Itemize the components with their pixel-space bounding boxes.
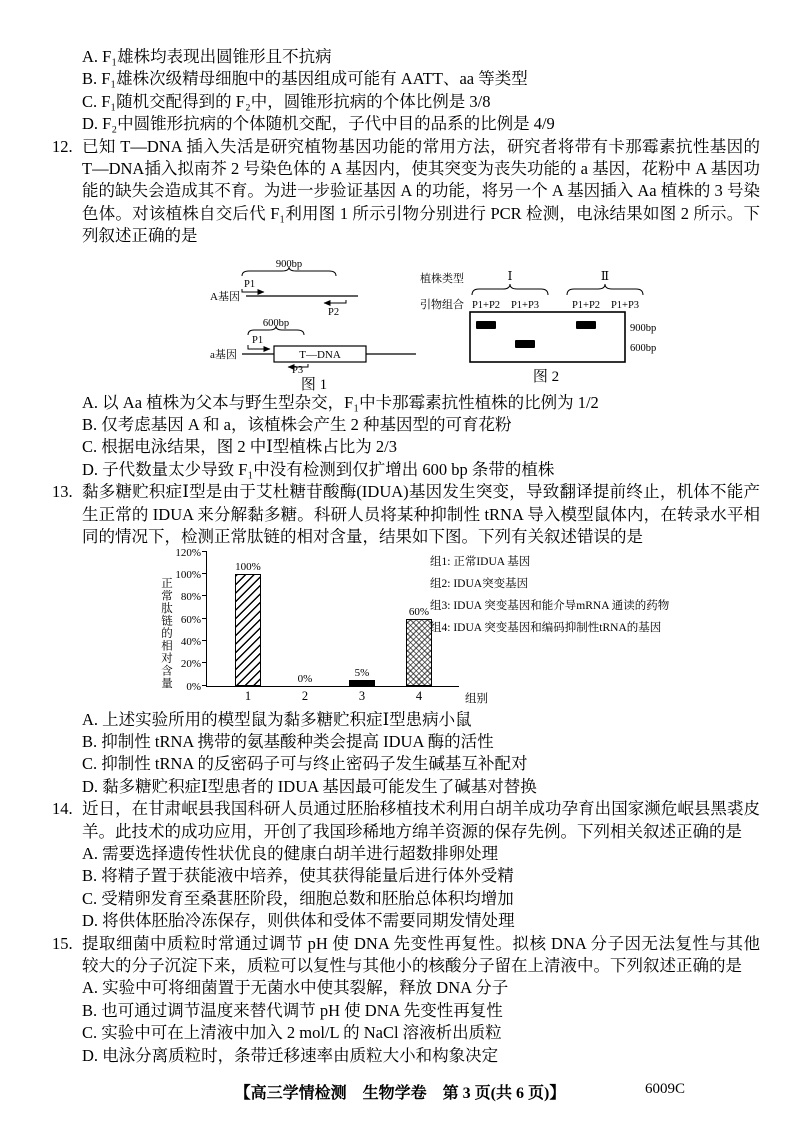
type-I-label: Ⅰ bbox=[507, 268, 513, 283]
bar-value-label: 60% bbox=[408, 605, 430, 618]
q11-option-b: B. F₁雄株次级精母细胞中的基因组成可能有 AATT、aa 等类型 bbox=[82, 69, 528, 89]
q14-option-d: D. 将供体胚胎冷冻保存，则供体和受体不需要同期发情处理 bbox=[82, 911, 515, 931]
legend-entry: 组4: IDUA 突变基因和编码抑制性tRNA的基因 bbox=[430, 621, 662, 634]
q11-option-d: D. F₂中圆锥形抗病的个体随机交配，子代中目的品系的比例是 4/9 bbox=[82, 114, 555, 134]
figure2-gel bbox=[420, 268, 672, 366]
chart-x-axis-label: 组别 bbox=[465, 692, 488, 705]
q13-options bbox=[82, 709, 760, 799]
y-tick-mark bbox=[202, 551, 207, 552]
tdna-label: T—DNA bbox=[299, 348, 341, 361]
y-tick-label: 60% bbox=[180, 613, 201, 626]
q12-stem-line: T—DNA插入拟南芥 2 号染色体的 A 基因内，使其突变为丧失功能的 a 基因，花粉中 A 基因功 bbox=[82, 159, 760, 179]
q14-number: 14. bbox=[52, 799, 73, 819]
gel-box bbox=[470, 312, 625, 362]
bar-group-1 bbox=[235, 574, 261, 686]
question-15 bbox=[52, 933, 760, 1067]
gene-a-lower-label: a基因 bbox=[210, 348, 237, 361]
q13-number: 13. bbox=[52, 482, 73, 502]
question-12 bbox=[52, 136, 760, 482]
primer-p2-arrow-icon bbox=[324, 300, 346, 303]
legend-entry: 组3: IDUA 突变基因和能介导mRNA 通读的药物 bbox=[430, 599, 670, 612]
lane3-label: P1+P2 bbox=[571, 299, 601, 311]
primer-p3-label: P3 bbox=[292, 364, 304, 374]
x-tick-label: 2 bbox=[301, 688, 309, 703]
q12-stem-line: 能的缺失会造成其不育。为进一步验证基因 A 的功能，将另一个 A 基因插入 Aa 植株的 3 号染 bbox=[82, 181, 760, 201]
y-tick-label: 0% bbox=[186, 680, 201, 693]
q15-stem-line: 较大的分子沉淀下来，质粒可以复性与其他小的核酸分子留在上清液中。下列叙述正确的是 bbox=[82, 955, 742, 975]
question-14 bbox=[52, 798, 760, 932]
seg-600bp-label: 600bp bbox=[262, 317, 290, 329]
q13-stem-line: 同的情况下，检测正常肽链的相对含量，结果如下图。下列有关叙述错误的是 bbox=[82, 527, 643, 547]
legend-entry: 组1: 正常IDUA 基因 bbox=[430, 555, 531, 568]
primer-p2-label: P2 bbox=[328, 306, 340, 318]
q15-option-d: D. 电泳分离质粒时，条带迁移速率由质粒大小和构象决定 bbox=[82, 1045, 499, 1065]
q13-option-b: B. 抑制性 tRNA 携带的氨基酸种类会提高 IDUA 酶的活性 bbox=[82, 731, 494, 751]
brace-type-I bbox=[472, 284, 548, 295]
gel-band-lane-2 bbox=[515, 340, 535, 348]
q12-figures bbox=[208, 256, 760, 392]
q14-stem-line: 羊。此技术的成功应用，开创了我国珍稀地方绵羊资源的保存先例。下列相关叙述正确的是 bbox=[82, 821, 742, 841]
y-tick-label: 40% bbox=[180, 635, 201, 648]
bar-value-label: 0% bbox=[297, 672, 313, 685]
lane4-label: P1+P3 bbox=[610, 299, 640, 311]
primer-p1-label: P1 bbox=[244, 278, 256, 290]
marker-900bp-label: 900bp bbox=[630, 322, 657, 334]
lane2-label: P1+P3 bbox=[510, 299, 540, 311]
bar-group-4 bbox=[406, 619, 432, 686]
q14-option-a: A. 需要选择遗传性状优良的健康白胡羊进行超数排卵处理 bbox=[82, 843, 499, 863]
gel-band-lane-3 bbox=[576, 321, 596, 329]
marker-600bp-label: 600bp bbox=[630, 342, 657, 354]
q12-stem-line: 已知 T—DNA 插入失活是研究植物基因功能的常用方法，研究者将带有卡那霉素抗性基因的 bbox=[82, 136, 760, 156]
gene-a-upper-label: A基因 bbox=[210, 290, 240, 303]
x-tick-label: 4 bbox=[415, 688, 423, 703]
gel-band-lane-1 bbox=[476, 321, 496, 329]
question-13 bbox=[52, 481, 760, 798]
q12-option-d: D. 子代数量太少导致 F₁中没有检测到仅扩增出 600 bp 条带的植株 bbox=[82, 459, 555, 479]
q12-stem-line: 列叙述正确的是 bbox=[82, 226, 198, 246]
q11-option-a: A. F₁雄株均表现出圆锥形且不抗病 bbox=[82, 47, 332, 66]
q12-stem-line: 色体。对该植株自交后代 F₁利用图 1 所示引物分别进行 PCR 检测，电泳结果如图 2 所示。下 bbox=[82, 203, 760, 223]
primer-combo-label: 引物组合 bbox=[420, 298, 464, 311]
figure1 bbox=[208, 256, 420, 394]
plant-type-label: 植株类型 bbox=[420, 272, 464, 285]
figure2 bbox=[420, 268, 672, 386]
chart-y-axis-label: 正常肽链的相对含量 bbox=[160, 576, 172, 689]
bar-value-label: 5% bbox=[354, 666, 370, 679]
q13-option-d: D. 黏多糖贮积症Ⅰ型患者的 IDUA 基因最可能发生了碱基对替换 bbox=[82, 776, 537, 796]
chart-legend bbox=[430, 551, 669, 639]
brace-600bp bbox=[248, 326, 304, 335]
y-tick-mark bbox=[202, 595, 207, 596]
q12-option-a: A. 以 Aa 植株为父本与野生型杂交，F₁中卡那霉素抗性植株的比例为 1/2 bbox=[82, 392, 599, 412]
q13-stem-line: 黏多糖贮积症Ⅰ型是由于艾杜糖苷酸酶(IDUA)基因发生突变，导致翻译提前终止，机体不能产 bbox=[82, 482, 760, 502]
y-tick-label: 100% bbox=[175, 568, 201, 581]
y-tick-label: 20% bbox=[180, 658, 201, 671]
q11-options bbox=[52, 46, 760, 136]
brace-900bp bbox=[242, 267, 336, 276]
page-content bbox=[52, 46, 760, 1067]
q13-option-c: C. 抑制性 tRNA 的反密码子可与终止密码子发生碱基互补配对 bbox=[82, 754, 528, 774]
bar-group-3 bbox=[349, 680, 375, 686]
y-tick-mark bbox=[202, 573, 207, 574]
q13-bar-chart bbox=[152, 546, 760, 709]
q11-option-c: C. F₁随机交配得到的 F₂中，圆锥形抗病的个体比例是 3/8 bbox=[82, 91, 491, 111]
page-footer: 【高三学情检测 生物学卷 第 3 页(共 6 页)】 bbox=[234, 1085, 566, 1102]
figure1-diagram bbox=[208, 256, 420, 374]
figure1-caption: 图 1 bbox=[300, 376, 328, 393]
brace-type-II bbox=[567, 284, 643, 295]
q15-option-b: B. 也可通过调节温度来替代调节 pH 使 DNA 先变性再复性 bbox=[82, 1000, 503, 1020]
lane1-label: P1+P2 bbox=[471, 299, 501, 311]
q14-option-c: C. 受精卵发育至桑葚胚阶段，细胞总数和胚胎总体积均增加 bbox=[82, 888, 514, 908]
primer-p1b-label: P1 bbox=[252, 334, 264, 346]
q13-stem-line: 生正常的 IDUA 来分解黏多糖。科研人员将某种抑制性 tRNA 导入模型鼠体内，在转录水平相 bbox=[82, 504, 760, 524]
q12-number: 12. bbox=[52, 136, 73, 156]
y-tick-mark bbox=[202, 662, 207, 663]
q15-stem-line: 提取细菌中质粒时常通过调节 pH 使 DNA 先变性再复性。拟核 DNA 分子因无法复性与其他 bbox=[82, 933, 760, 953]
paper-code: 6009C bbox=[645, 1081, 686, 1097]
q12-option-b: B. 仅考虑基因 A 和 a，该植株会产生 2 种基因型的可育花粉 bbox=[82, 415, 512, 435]
q12-options bbox=[82, 392, 760, 482]
type-II-label: Ⅱ bbox=[600, 268, 610, 283]
x-tick-label: 1 bbox=[244, 688, 252, 703]
q14-option-b: B. 将精子置于获能液中培养，使其获得能量后进行体外受精 bbox=[82, 866, 514, 886]
y-tick-mark bbox=[202, 685, 207, 686]
y-tick-mark bbox=[202, 618, 207, 619]
q13-option-a: A. 上述实验所用的模型鼠为黏多糖贮积症Ⅰ型患病小鼠 bbox=[82, 709, 472, 729]
x-tick-label: 3 bbox=[358, 688, 366, 703]
q12-option-c: C. 根据电泳结果，图 2 中Ⅰ型植株占比为 2/3 bbox=[82, 437, 397, 457]
q15-option-c: C. 实验中可在上清液中加入 2 mol/L 的 NaCl 溶液析出质粒 bbox=[82, 1023, 502, 1043]
legend-entry: 组2: IDUA突变基因 bbox=[430, 577, 529, 590]
q15-option-a: A. 实验中可将细菌置于无菌水中使其裂解，释放 DNA 分子 bbox=[82, 978, 509, 998]
q15-number: 15. bbox=[52, 933, 73, 953]
y-tick-label: 120% bbox=[175, 546, 201, 559]
q14-stem-line: 近日，在甘肃岷县我国科研人员通过胚胎移植技术利用白胡羊成功孕育出国家濒危岷县黑裘皮 bbox=[82, 799, 760, 819]
y-tick-mark bbox=[202, 640, 207, 641]
bar-value-label: 100% bbox=[235, 560, 261, 573]
figure2-caption: 图 2 bbox=[532, 368, 560, 385]
y-tick-label: 80% bbox=[180, 591, 201, 604]
seg-900bp-label: 900bp bbox=[275, 258, 303, 270]
